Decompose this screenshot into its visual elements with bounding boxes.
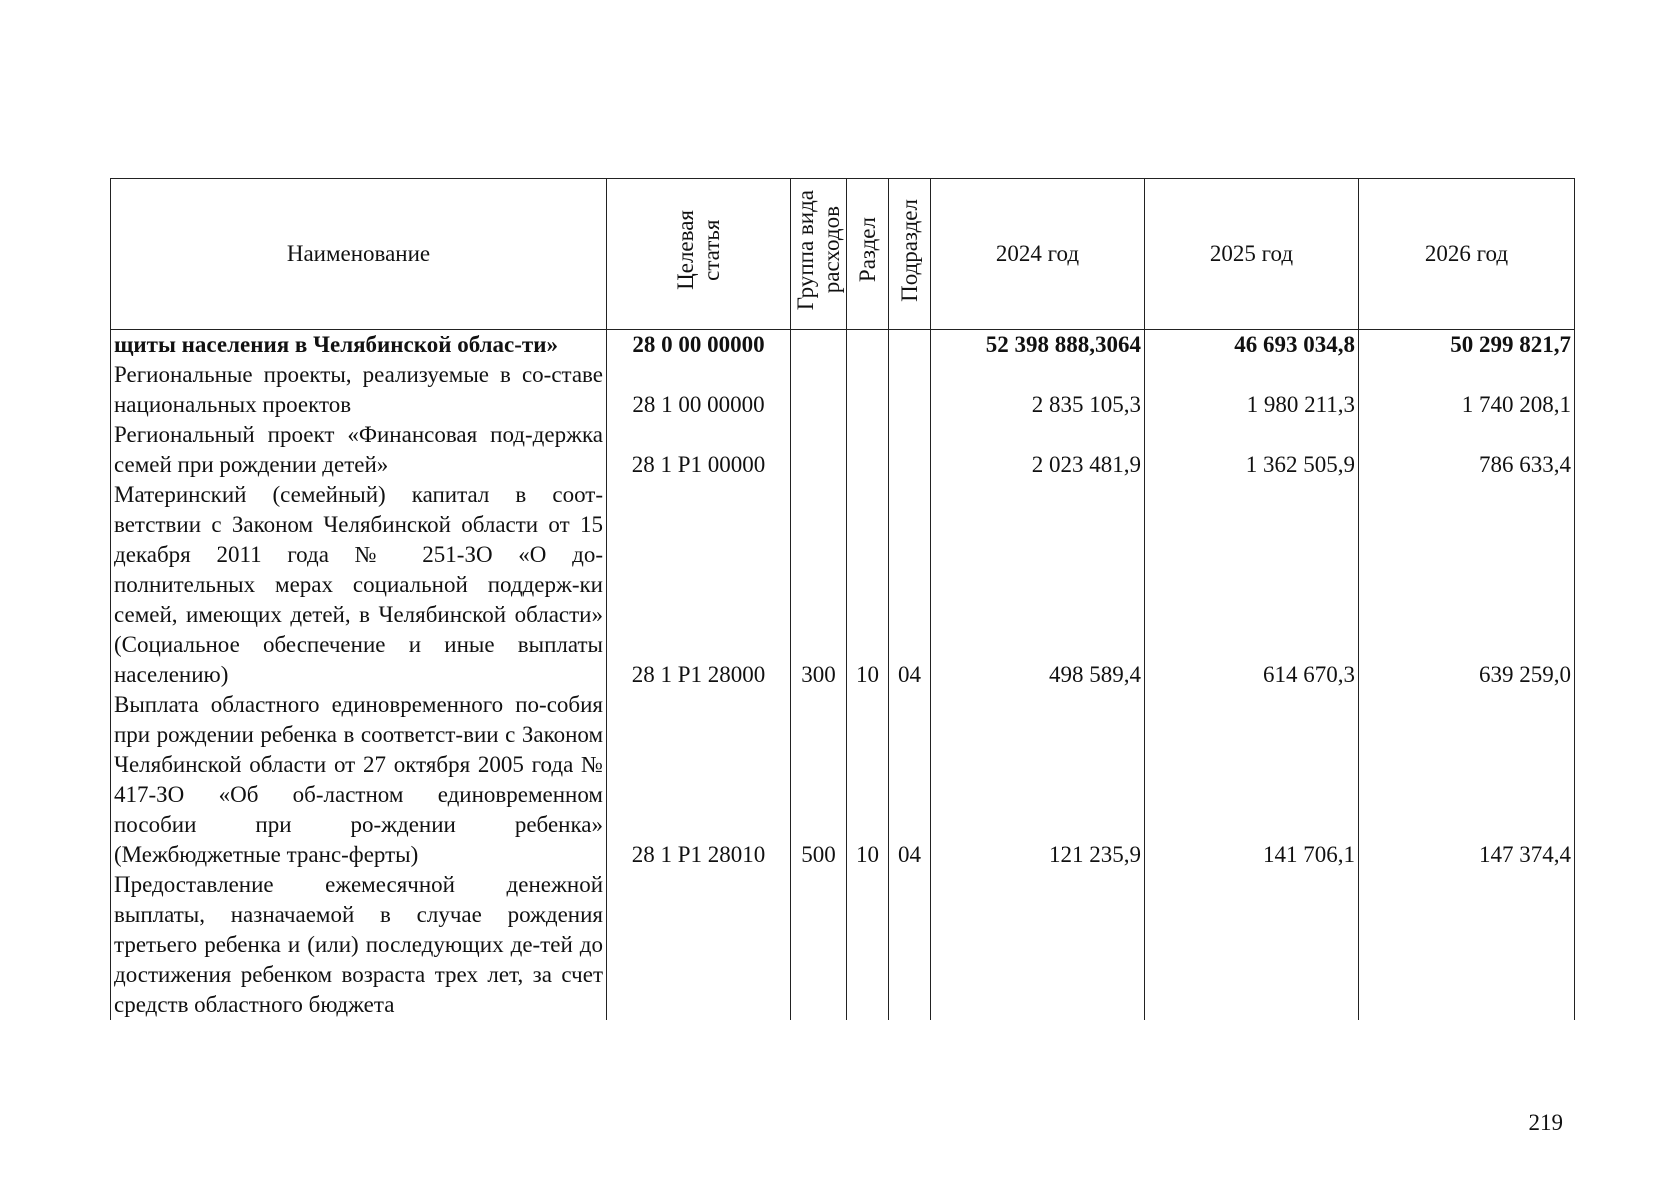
row-2025: 1 362 505,9 [1145, 420, 1359, 480]
row-code: 28 1 P1 00000 [607, 420, 791, 480]
row-section [847, 870, 889, 1020]
header-target-article [607, 179, 791, 330]
table-row [111, 690, 1575, 870]
row-group [791, 360, 847, 420]
header-2026: 2026 год [1359, 179, 1575, 330]
row-2025 [1145, 870, 1359, 1020]
header-subsection [889, 179, 931, 330]
row-name: Выплата областного единовременного по-собия при рождении ребенка в соответст-вии с Законом Челябинской области от 27 октября 2005 года № 417-ЗО «Об об-ластном единовременном пособии при ро-ждении ребенка» (Межбюджетные транс-ферты) [111, 690, 607, 870]
row-section: 10 [847, 480, 889, 690]
header-expense-group-label: Группа вида расходов [792, 189, 844, 311]
row-section [847, 330, 889, 361]
row-2024: 2 835 105,3 [931, 360, 1145, 420]
row-2024: 52 398 888,3064 [931, 330, 1145, 361]
row-subsection [889, 330, 931, 361]
header-subsection-label: Подраздел [896, 198, 922, 302]
header-target-article-label: Целевая статья [672, 210, 724, 290]
header-2025: 2025 год [1145, 179, 1359, 330]
table-row [111, 870, 1575, 1020]
row-subsection: 04 [889, 480, 931, 690]
header-expense-group [791, 179, 847, 330]
row-subsection [889, 360, 931, 420]
row-code: 28 1 P1 28010 [607, 690, 791, 870]
table-row [111, 480, 1575, 690]
row-2026: 50 299 821,7 [1359, 330, 1575, 361]
row-group [791, 870, 847, 1020]
row-section [847, 360, 889, 420]
table-row [111, 360, 1575, 420]
row-subsection [889, 420, 931, 480]
row-name: Региональные проекты, реализуемые в со-ставе национальных проектов [111, 360, 607, 420]
row-2024 [931, 870, 1145, 1020]
header-name: Наименование [111, 179, 607, 330]
row-2026 [1359, 870, 1575, 1020]
row-2025: 46 693 034,8 [1145, 330, 1359, 361]
row-2024: 498 589,4 [931, 480, 1145, 690]
row-name: щиты населения в Челябинской облас-ти» [111, 330, 607, 361]
row-code [607, 870, 791, 1020]
row-2026: 639 259,0 [1359, 480, 1575, 690]
row-group [791, 330, 847, 361]
row-group [791, 420, 847, 480]
budget-table [110, 178, 1575, 1020]
row-2024: 2 023 481,9 [931, 420, 1145, 480]
table-header-row [111, 179, 1575, 330]
header-2024: 2024 год [931, 179, 1145, 330]
header-section [847, 179, 889, 330]
row-2025: 141 706,1 [1145, 690, 1359, 870]
table-row [111, 420, 1575, 480]
row-name: Материнский (семейный) капитал в соот-ветствии с Законом Челябинской области от 15 декабря 2011 года № 251-ЗО «О до-полнительных мерах социальной поддерж-ки семей, имеющих детей, в Челябинской области» (Социальное обеспечение и иные выплаты населению) [111, 480, 607, 690]
row-name: Предоставление ежемесячной денежной выплаты, назначаемой в случае рождения третьего ребенка и (или) последующих де-тей до достижения ребенком возраста трех лет, за счет средств областного бюджета [111, 870, 607, 1020]
row-group: 300 [791, 480, 847, 690]
row-subsection: 04 [889, 690, 931, 870]
row-subsection [889, 870, 931, 1020]
row-section: 10 [847, 690, 889, 870]
row-2026: 786 633,4 [1359, 420, 1575, 480]
row-code: 28 1 P1 28000 [607, 480, 791, 690]
header-section-label: Раздел [854, 217, 880, 283]
row-section [847, 420, 889, 480]
row-name: Региональный проект «Финансовая под-держка семей при рождении детей» [111, 420, 607, 480]
row-2025: 614 670,3 [1145, 480, 1359, 690]
page-number: 219 [1528, 1110, 1563, 1135]
row-2026: 1 740 208,1 [1359, 360, 1575, 420]
row-2024: 121 235,9 [931, 690, 1145, 870]
row-2025: 1 980 211,3 [1145, 360, 1359, 420]
row-code: 28 0 00 00000 [607, 330, 791, 361]
row-code: 28 1 00 00000 [607, 360, 791, 420]
row-group: 500 [791, 690, 847, 870]
row-2026: 147 374,4 [1359, 690, 1575, 870]
table-row [111, 330, 1575, 361]
